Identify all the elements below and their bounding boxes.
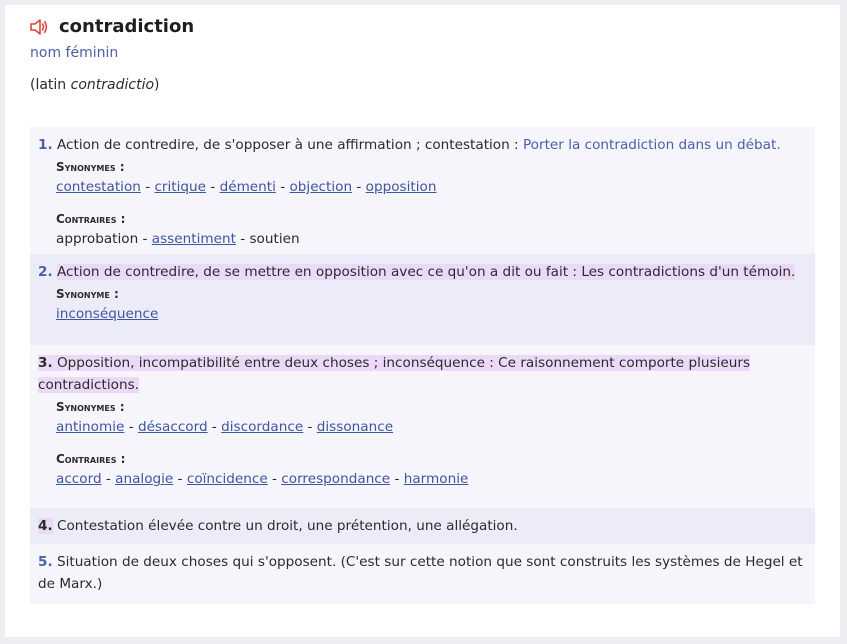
speaker-icon[interactable] [29, 18, 49, 36]
synonym-link[interactable]: dissonance [316, 419, 394, 435]
antonyms-list: approbation - assentiment - soutien [56, 231, 300, 247]
definition-number: 3. [38, 355, 53, 371]
definition-4 [30, 508, 815, 544]
definition-text: Situation de deux choses qui s'opposent. (C'est sur cette notion que sont construits les systèmes de Hegel et de Marx.) [38, 554, 803, 592]
antonym-link[interactable]: assentiment [151, 231, 236, 247]
synonyms-block [56, 285, 807, 325]
definition-1 [30, 127, 815, 254]
definition-text-line2: contradictions. [38, 377, 139, 393]
synonyms-title: Synonymes : [56, 400, 125, 414]
part-of-speech: nom féminin [30, 45, 119, 61]
antonym-link[interactable]: coïncidence [186, 471, 268, 487]
dictionary-entry-card [5, 5, 840, 637]
definition-5 [30, 544, 815, 604]
synonym-link[interactable]: objection [289, 179, 353, 195]
synonym-link[interactable]: critique [154, 179, 207, 195]
synonyms-block [56, 158, 807, 250]
definition-number: 1. [38, 137, 53, 153]
antonyms-title: Contraires : [56, 452, 126, 466]
definition-number: 5. [38, 554, 53, 570]
synonyms-title: Synonymes : [56, 160, 125, 174]
entry-word: contradiction [59, 16, 195, 37]
antonyms-title: Contraires : [56, 212, 126, 226]
definition-text: Action de contredire, de se mettre en opposition avec ce qu'on a dit ou fait : Les contradictions d'un témoin. [56, 264, 796, 280]
antonym-text: approbation [56, 231, 139, 247]
definition-text: Contestation élevée contre un droit, une prétention, une allégation. [56, 518, 518, 534]
definition-example: Porter la contradiction dans un débat. [522, 137, 781, 153]
etymology-suffix: ) [154, 77, 160, 93]
definition-number: 2. [38, 264, 53, 280]
definition-number: 4. [38, 518, 53, 534]
synonyms-list: contestation - critique - démenti - objection - opposition [56, 179, 437, 195]
antonym-link[interactable]: accord [56, 471, 102, 487]
synonym-link[interactable]: antinomie [56, 419, 125, 435]
definition-text: Action de contredire, de s'opposer à une affirmation ; contestation : [56, 137, 523, 153]
antonym-link[interactable]: harmonie [403, 471, 469, 487]
synonyms-list [56, 303, 807, 325]
synonym-link[interactable]: inconséquence [56, 306, 159, 322]
synonym-link[interactable]: discordance [221, 419, 304, 435]
definition-2 [30, 254, 815, 345]
synonym-link[interactable]: désaccord [137, 419, 208, 435]
antonyms-list: accord - analogie - coïncidence - correspondance - harmonie [56, 471, 469, 487]
antonym-link[interactable]: analogie [115, 471, 174, 487]
synonym-link[interactable]: démenti [219, 179, 276, 195]
definitions-list [30, 127, 815, 604]
definition-3 [30, 345, 815, 508]
etymology [30, 77, 160, 93]
synonyms-list: antinomie - désaccord - discordance - dissonance [56, 419, 394, 435]
entry-header [29, 16, 194, 37]
synonym-link[interactable]: opposition [365, 179, 437, 195]
synonym-link[interactable]: contestation [56, 179, 141, 195]
synonyms-title: Synonyme : [56, 287, 119, 301]
synonyms-block [56, 398, 807, 490]
definition-text-line1: Opposition, incompatibilité entre deux choses ; inconséquence : Ce raisonnement comporte plusieurs [56, 355, 751, 371]
etymology-word: contradictio [70, 77, 155, 93]
etymology-prefix: (latin [30, 77, 71, 93]
antonym-link[interactable]: correspondance [281, 471, 391, 487]
antonym-text: soutien [249, 231, 300, 247]
